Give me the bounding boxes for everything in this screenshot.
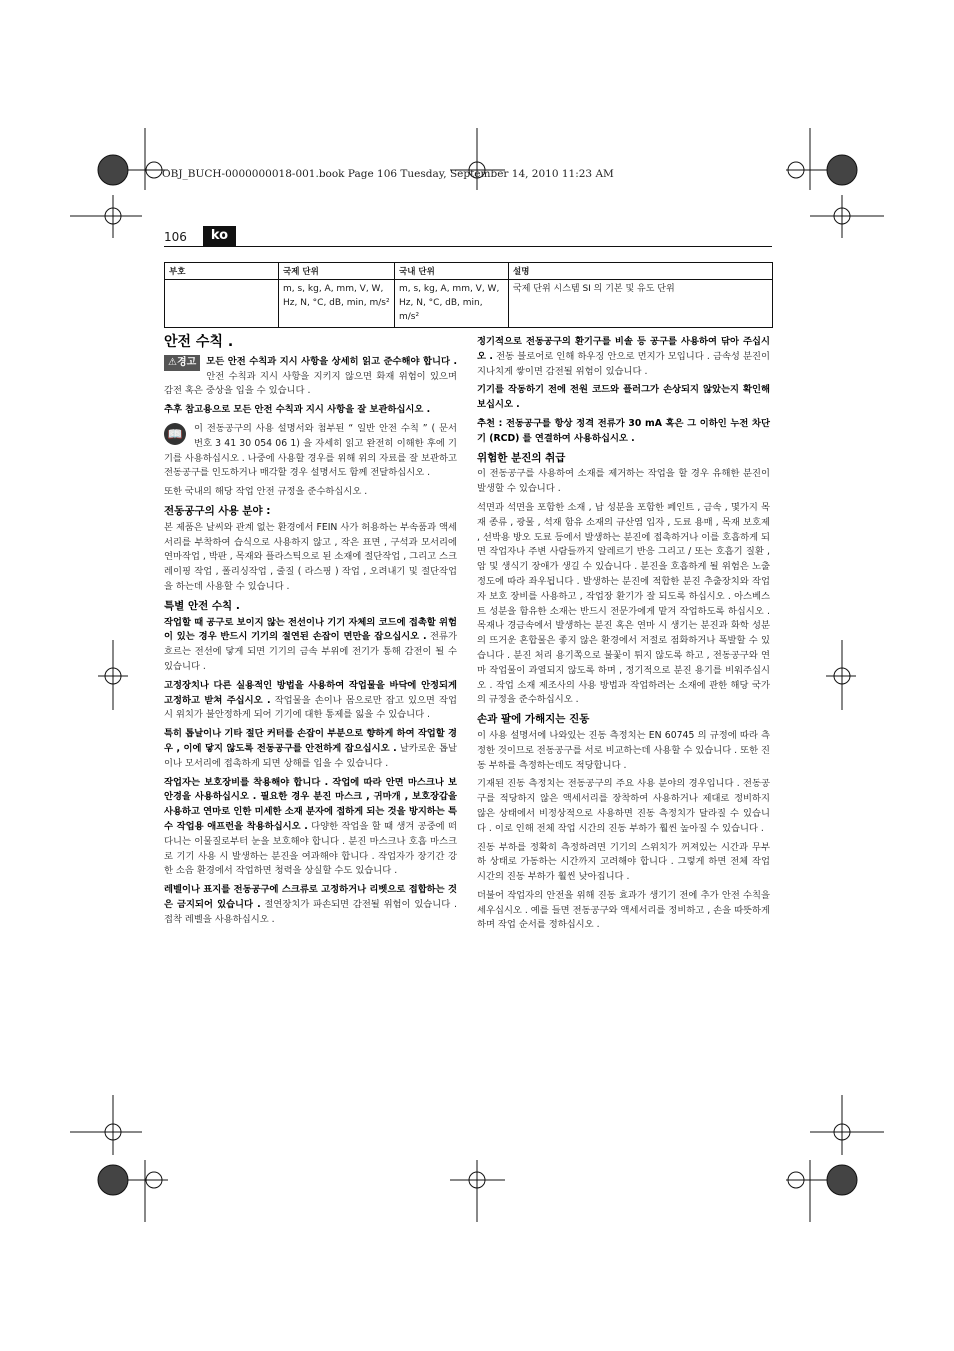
- vibration-paragraph: 이 사용 설명서에 나와있는 진동 측정치는 EN 60745 의 규정에 따라 측정한 것이므로 전동공구를 서로 비교하는데 사용할 수 있습니다 . 또한 진동 부하를 측정하는데도 적당합니다 .: [477, 729, 770, 771]
- table-header: 국제 단위: [279, 263, 395, 280]
- table-cell: [165, 280, 279, 328]
- rule-paragraph: 고정장치나 다른 실용적인 방법을 사용하여 작업물을 바닥에 안정되게 고정하고 받쳐 주십시오 . 작업물을 손이나 몸으로만 잡고 있으면 작업 시 위치가 불안정하게 되어 기기에 대한 통제를 잃을 수 있습니다 .: [164, 679, 457, 721]
- dust-heading: 위험한 분진의 취급: [477, 451, 566, 464]
- section-title: 안전 수칙 .: [164, 334, 234, 350]
- print-info-line: OBJ_BUCH-0000000018-001.book Page 106 Tuesday, September 14, 2010 11:23 AM: [162, 168, 614, 180]
- manual-paragraph: 📖 이 전동공구의 사용 설명서와 첨부된 “ 일반 안전 수칙 ” ( 문서 번호 3 41 30 054 06 1) 을 자세히 읽고 완전히 이해한 후에 기기를 사용하십시오 . 나중에 사용할 경우를 위해 위의 자료를 잘 보관하고 전동공구를 인도하거나 매각할 경우 설명서도 함께 전달하십시오 .: [164, 422, 457, 479]
- warning-badge: ⚠경고: [164, 355, 200, 371]
- vibration-paragraph: 기재된 진동 측정치는 전동공구의 주요 사용 분야의 경우입니다 . 전동공구를 적당하지 않은 액세서리를 장착하여 사용하거나 제대로 정비하지 않은 상태에서 비정상적으로 사용하면 진동 측정치가 달라질 수 있습니다 . 이로 인해 전체 작업 시간의 진동 부하가 훨씬 높아질 수 있습니다 .: [477, 778, 770, 834]
- vibration-paragraph: 진동 부하를 정확히 측정하려면 기기의 스위치가 꺼져있는 시간과 무부하 상태로 가동하는 시간까지 고려해야 합니다 . 그렇게 하면 전체 작업 시간의 진동 부하가 훨씬 낮아집니다 .: [477, 841, 770, 883]
- keep-instructions: 추후 참고용으로 모든 안전 수칙과 지시 사항을 잘 보관하십시오 .: [164, 404, 431, 416]
- rule-paragraph: 작업자는 보호장비를 착용해야 합니다 . 작업에 따라 안면 마스크나 보안경을 사용하십시오 . 필요한 경우 분진 마스크 , 귀마개 , 보호장갑을 사용하고 연마로 인한 미세한 소재 분자에 접하게 되는 것을 방지하는 특수 작업용 애프런을 착용하십시오 . 다양한 작업을 할 때 생겨 공중에 떠다니는 이물질로부터 눈을 보호해야 합니다 . 분진 마스크나 호흡 마스크로 기기 사용 시 발생하는 분진을 여과해야 합니다 . 작업자가 장기간 강한 소음 환경에서 작업하면 청력을 상실할 수도 있습니다 .: [164, 776, 457, 877]
- right-column: [477, 335, 770, 937]
- rule-paragraph: 특히 톱날이나 기타 절단 커터를 손잡이 부분으로 향하게 하여 작업할 경우 , 이에 닿지 않도록 전동공구를 안전하게 잡으십시오 . 날카로운 톱날이나 모서리에 접촉하게 되면 상해를 입을 수 있습니다 .: [164, 728, 457, 769]
- use-heading: 전동공구의 사용 분야 :: [164, 504, 271, 517]
- table-header-row: [165, 263, 773, 280]
- table-header: 국내 단위: [395, 263, 509, 280]
- page-number: 106: [164, 230, 187, 244]
- language-badge: ko: [203, 226, 236, 246]
- rule-paragraph: 정기적으로 전동공구의 환기구를 비솔 등 공구를 사용하여 닦아 주십시오 . 전동 블로어로 인해 하우징 안으로 먼지가 모입니다 . 금속성 분진이 지나치게 쌓이면 감전될 위험이 있습니다 .: [477, 336, 771, 377]
- read-manual-icon: 📖: [164, 423, 186, 445]
- dust-paragraph: 석면과 석면을 포함한 소재 , 납 성분을 포함한 페인트 , 금속 , 몇가지 목재 종류 , 광물 , 석재 함유 소재의 규산염 입자 , 도료 용매 , 목재 보호제 , 선박용 방오 도료 등에서 발생하는 분진에 접촉하거나 이를 호흡하게 되면 작업자나 주변 사람들까지 알레르기 반응 그리고 / 또는 호흡기 질환 , 암 및 생식기 장애가 생길 수 있습니다 . 분진을 호흡하게 될 위험은 노출 정도에 따라 좌우됩니다 . 발생하는 분진에 적합한 분진 추출장치와 작업자 보호 장비를 사용하고 , 작업장 환기가 잘 되도록 하십시오 . 아스베스트 성분을 함유한 소재는 반드시 전문가에게 맡겨 작업하도록 하십시오 . 목재나 경금속에서 발생하는 분진 혹은 연마 시 생기는 분진과 화학 성분의 뜨거운 혼합물은 좋지 않은 환경에서 저절로 점화하거나 폭발할 수 있습니다 . 분진 처리 용기쪽으로 불꽃이 튀지 않도록 하고 , 전동공구와 연마 작업물이 과열되지 않도록 하며 , 정기적으로 분진 용기를 비워주십시오 . 작업 소재 제조사의 사용 방법과 작업하려는 소재에 관한 해당 국가의 규정을 준수하십시오 .: [477, 501, 770, 706]
- table-cell: m, s, kg, A, mm, V, W, Hz, N, °C, dB, min, m/s²: [395, 280, 509, 328]
- table-header: 부호: [165, 263, 279, 280]
- use-paragraph: 본 제품은 날씨와 관계 없는 환경에서 FEIN 사가 허용하는 부속품과 액세서리를 부착하여 습식으로 사용하지 않고 , 작은 표면 , 구석과 모서리에 연마작업 , 박판 , 목재와 플라스틱으로 된 소재에 절단작업 , 그리고 스크레이핑 작업 , 폴리싱작업 , 줄질 ( 라스핑 ) 작업 , 오려내기 및 절단작업을 하는데 사용할 수 있습니다 .: [164, 521, 457, 592]
- special-heading: 특별 안전 수칙 .: [164, 599, 240, 612]
- rule-paragraph: 추천 : 전동공구를 항상 정격 전류가 30 mA 혹은 그 이하인 누전 차단기 (RCD) 를 연결하여 사용하십시오 .: [477, 417, 770, 444]
- vibration-paragraph: 더불어 작업자의 안전을 위해 진동 효과가 생기기 전에 추가 안전 수칙을 세우십시오 . 예를 들면 전동공구와 액세서리를 정비하고 , 손을 따뜻하게 하며 작업 순서를 정하십시오 .: [477, 889, 770, 931]
- warning-paragraph: ⚠경고 모든 안전 수칙과 지시 사항을 상세히 읽고 준수해야 합니다 . 안전 수칙과 지시 사항을 지키지 않으면 화재 위험이 있으며 감전 혹은 중상을 입을 수 있습니다 .: [164, 355, 457, 397]
- vibration-heading: 손과 팔에 가해지는 진동: [477, 713, 590, 726]
- rule-paragraph: 레벨이나 표지를 전동공구에 스크류로 고정하거나 리벳으로 접합하는 것은 금지되어 있습니다 . 절연장치가 파손되면 감전될 위험이 있습니다 . 접착 레벨을 사용하십시오 .: [164, 884, 457, 925]
- table-cell: 국제 단위 시스템 SI 의 기본 및 유도 단위: [509, 280, 773, 328]
- table-header: 설명: [509, 263, 773, 280]
- rule-paragraph: 기기를 작동하기 전에 전원 코드와 플러그가 손상되지 않았는지 확인해 보십시오 .: [477, 384, 770, 411]
- units-table: [164, 262, 773, 328]
- table-cell: m, s, kg, A, mm, V, W, Hz, N, °C, dB, min, m/s²: [279, 280, 395, 328]
- national-rules: 또한 국내의 해당 작업 안전 규정을 준수하십시오 .: [164, 486, 368, 498]
- rule-paragraph: 작업할 때 공구로 보이지 않는 전선이나 기기 자체의 코드에 접촉할 위험이 있는 경우 반드시 기기의 절연된 손잡이 면만을 잡으십시오 . 전류가 흐르는 전선에 닿게 되면 기기의 금속 부위에 전기가 통해 감전이 될 수 있습니다 .: [164, 616, 457, 672]
- table-row: [165, 280, 773, 328]
- left-column: [164, 335, 457, 931]
- header-rule: [164, 246, 772, 247]
- dust-paragraph: 이 전동공구를 사용하여 소재를 제거하는 작업을 할 경우 유해한 분진이 발생할 수 있습니다 .: [477, 468, 770, 495]
